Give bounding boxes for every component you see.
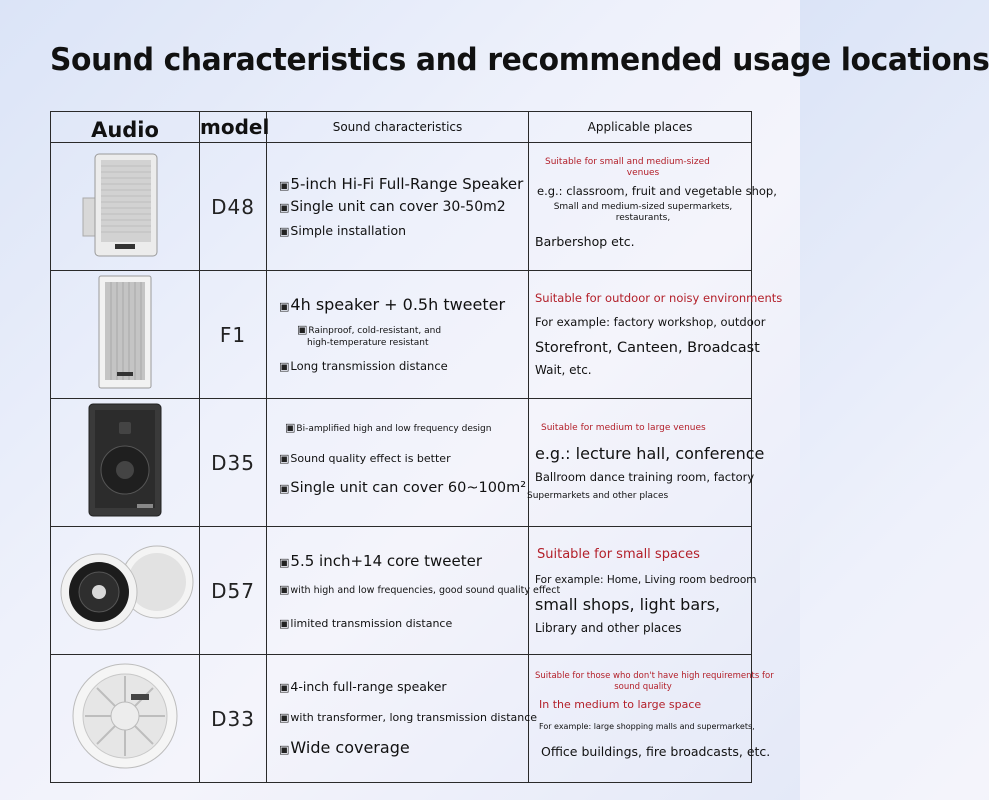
places-line: For example: factory workshop, outdoor: [535, 314, 766, 329]
places-line: Suitable for small spaces: [537, 547, 700, 563]
speaker-image-d35: [51, 399, 200, 527]
model-d48: D48: [200, 143, 267, 271]
header-model: model: [200, 112, 267, 143]
table-row: [51, 271, 752, 399]
model-f1: F1: [200, 271, 267, 399]
table-row: [51, 527, 752, 655]
places-line: Storefront, Canteen, Broadcast: [535, 340, 760, 357]
header-audio: Audio: [51, 112, 200, 143]
sound-d48: [267, 143, 529, 271]
wall-speaker-black-icon: [75, 400, 175, 520]
sound-line: ▣ Single unit can cover 60~100m²: [279, 479, 528, 497]
sound-line: high-temperature resistant: [307, 337, 429, 348]
sound-line: ▣ 4-inch full-range speaker: [279, 679, 528, 695]
places-line: Library and other places: [535, 620, 682, 635]
places-line: Suitable for medium to large venues: [541, 423, 706, 434]
sound-line: ▣ Wide coverage: [279, 738, 528, 758]
sound-line: ▣ Sound quality effect is better: [279, 452, 528, 466]
places-d48: [529, 143, 777, 271]
places-d33: [529, 655, 774, 783]
page-title: Sound characteristics and recommended usage locations: [50, 42, 989, 78]
places-line: venues: [626, 168, 660, 179]
places-line: Wait, etc.: [535, 363, 592, 378]
places-d57: [529, 527, 757, 655]
sound-line: ▣ with high and low frequencies, good sound quality effect: [279, 583, 528, 597]
sound-line: ▣ Rainproof, cold-resistant, and: [279, 323, 528, 337]
model-d57: D57: [200, 527, 267, 655]
places-line: sound quality: [614, 681, 672, 692]
speaker-image-d48: [51, 143, 200, 271]
speaker-table: [50, 111, 783, 783]
speaker-image-d33: [51, 655, 200, 783]
places-line: Barbershop etc.: [535, 234, 635, 250]
places-line: Small and medium-sized supermarkets,: [553, 201, 733, 212]
places-line: restaurants,: [615, 213, 671, 224]
places-line: For example: Home, Living room bedroom: [535, 573, 757, 586]
places-line: e.g.: classroom, fruit and vegetable shop,: [537, 183, 777, 198]
places-line: Supermarkets and other places: [527, 490, 669, 501]
places-line: Suitable for outdoor or noisy environments: [535, 290, 783, 305]
sound-line: ▣ 5.5 inch+14 core tweeter: [279, 552, 528, 571]
column-speaker-icon: [85, 272, 165, 392]
sound-line: ▣ with transformer, long transmission distance: [279, 711, 528, 725]
sound-d33: [267, 655, 538, 783]
header-sound: Sound characteristics: [267, 112, 529, 143]
places-line: Suitable for small and medium-sized: [545, 157, 710, 167]
model-d33: D33: [200, 655, 267, 783]
header-places: Applicable places: [529, 112, 752, 143]
speaker-image-f1: [51, 271, 200, 399]
sound-line: ▣ Long transmission distance: [279, 359, 528, 374]
places-line: Suitable for those who don't have high requirements for: [535, 671, 774, 682]
sound-line: ▣ 4h speaker + 0.5h tweeter: [279, 295, 528, 315]
sound-line: ▣ limited transmission distance: [279, 617, 528, 631]
sound-line: ▣ Simple installation: [279, 223, 528, 239]
sound-line: ▣ Single unit can cover 30-50m2: [279, 199, 528, 217]
sound-d57: [267, 527, 561, 655]
ceiling-speaker-pair-icon: [55, 538, 195, 638]
table-header-row: [51, 112, 752, 143]
model-d35: D35: [200, 399, 267, 527]
places-line: Ballroom dance training room, factory: [535, 470, 755, 485]
places-line: Office buildings, fire broadcasts, etc.: [541, 744, 771, 760]
sound-line: ▣ Bi-amplified high and low frequency design: [279, 421, 528, 435]
table-row: [51, 399, 752, 527]
places-line: For example: large shopping malls and supermarkets,: [539, 722, 755, 732]
table-row: [51, 143, 752, 271]
places-d35: [527, 399, 765, 527]
sound-f1: [267, 271, 529, 399]
places-line: e.g.: lecture hall, conference: [535, 444, 765, 464]
sound-d35: [267, 399, 529, 527]
places-line: In the medium to large space: [539, 698, 702, 712]
sound-line: ▣ 5-inch Hi-Fi Full-Range Speaker: [279, 175, 528, 194]
speaker-image-d57: [51, 527, 200, 655]
ceiling-speaker-round-icon: [65, 656, 185, 776]
table-row: [51, 655, 752, 783]
places-line: small shops, light bars,: [535, 594, 721, 614]
wall-speaker-white-icon: [75, 146, 175, 262]
places-f1: [529, 271, 783, 399]
